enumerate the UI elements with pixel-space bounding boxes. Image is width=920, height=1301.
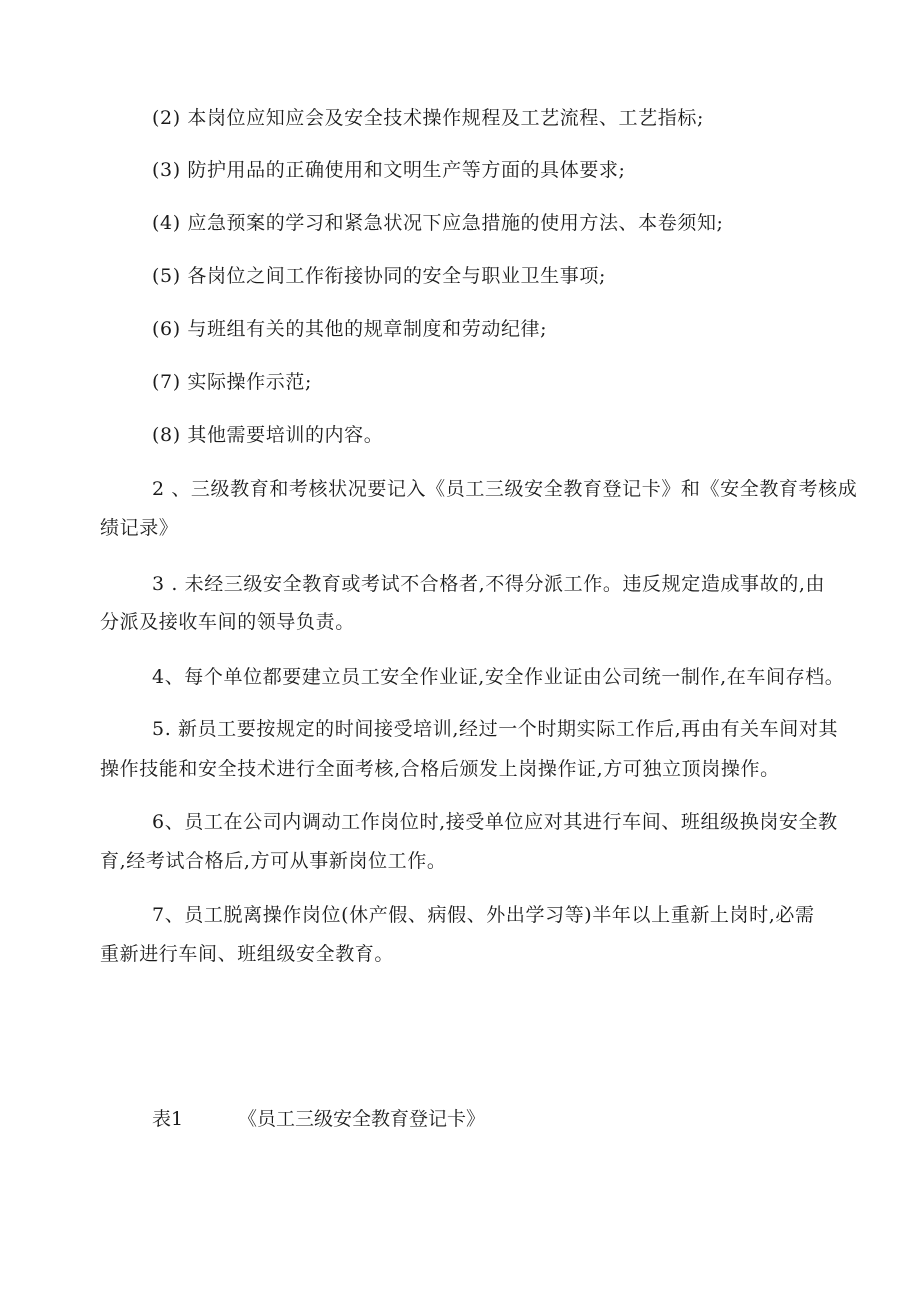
- list-item-2: (2) 本岗位应知应会及安全技术操作规程及工艺流程、工艺指标;: [152, 107, 704, 129]
- list-item-8: (8) 其他需要培训的内容。: [152, 424, 384, 446]
- paragraph-6-line-1: 6、员工在公司内调动工作岗位时,接受单位应对其进行车间、班组级换岗安全教: [152, 811, 838, 833]
- paragraph-7-line-1: 7、员工脱离操作岗位(休产假、病假、外出学习等)半年以上重新上岗时,必需: [152, 904, 815, 926]
- paragraph-6-line-2: 育,经考试合格后,方可从事新岗位工作。: [100, 850, 447, 872]
- paragraph-2-line-2: 绩记录》: [100, 517, 179, 539]
- paragraph-3-line-1: 3 . 未经三级安全教育或考试不合格者,不得分派工作。违反规定造成事故的,由: [152, 573, 826, 595]
- paragraph-5-line-1: 5. 新员工要按规定的时间接受培训,经过一个时期实际工作后,再由有关车间对其: [152, 718, 839, 740]
- list-item-5: (5) 各岗位之间工作衔接协同的安全与职业卫生事项;: [152, 265, 606, 287]
- list-item-6: (6) 与班组有关的其他的规章制度和劳动纪律;: [152, 318, 548, 340]
- paragraph-3-line-2: 分派及接收车间的领导负责。: [100, 611, 355, 633]
- paragraph-7-line-2: 重新进行车间、班组级安全教育。: [100, 943, 395, 965]
- list-item-3: (3) 防护用品的正确使用和文明生产等方面的具体要求;: [152, 159, 626, 181]
- table-caption-label: 表1: [152, 1108, 184, 1130]
- paragraph-4-line-1: 4、每个单位都要建立员工安全作业证,安全作业证由公司统一制作,在车间存档。: [152, 666, 845, 688]
- paragraph-5-line-2: 操作技能和安全技术进行全面考核,合格后颁发上岗操作证,方可独立顶岗操作。: [100, 758, 780, 780]
- list-item-4: (4) 应急预案的学习和紧急状况下应急措施的使用方法、本卷须知;: [152, 212, 724, 234]
- paragraph-2-line-1: 2 、三级教育和考核状况要记入《员工三级安全教育登记卡》和《安全教育考核成: [152, 478, 858, 500]
- list-item-7: (7) 实际操作示范;: [152, 371, 312, 393]
- table-caption-title: 《员工三级安全教育登记卡》: [238, 1108, 486, 1130]
